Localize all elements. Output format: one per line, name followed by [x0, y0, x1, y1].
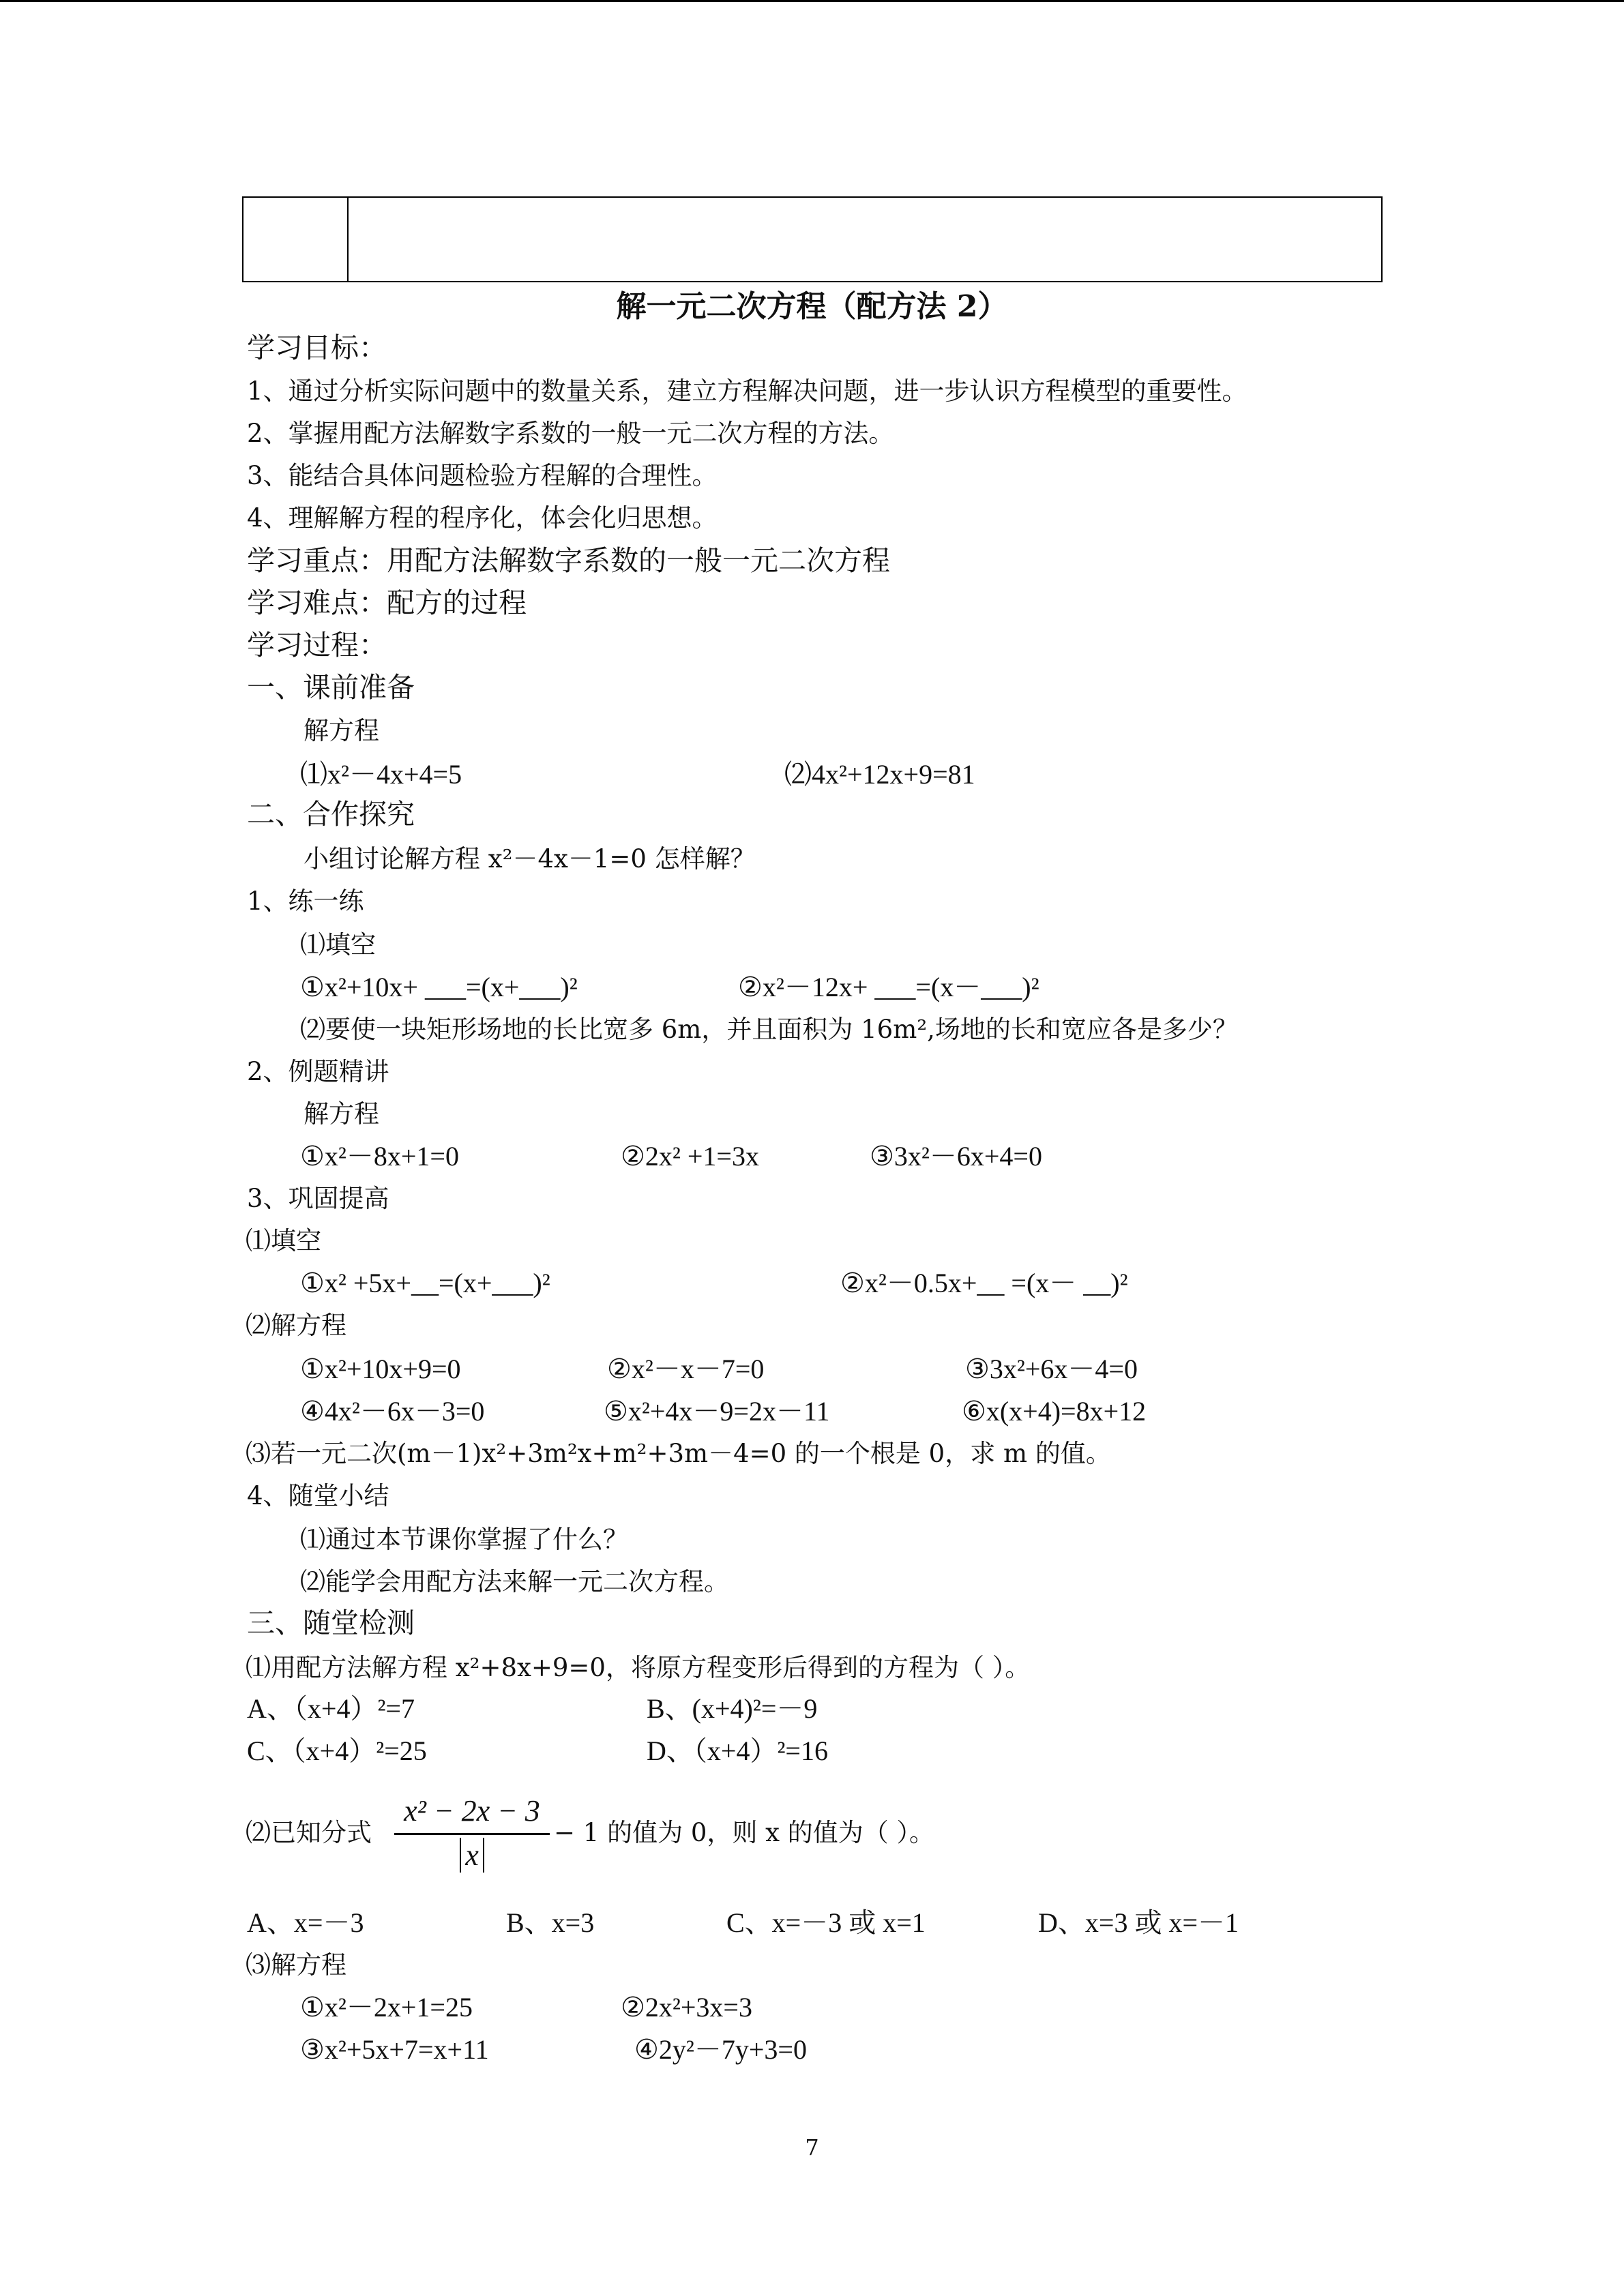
example-eq1: ①x²－8x+1=0: [300, 1141, 459, 1172]
consolidate-eq3: ③3x²+6x－4=0: [965, 1354, 1138, 1384]
consolidate-eq4: ④4x²－6x－3=0: [300, 1396, 485, 1427]
consolidate-fill-1: ①x² +5x+__=(x+___)²: [300, 1268, 550, 1298]
fraction-denominator: x: [460, 1838, 484, 1873]
section1-eq1: ⑴x²－4x+4=5: [300, 759, 462, 790]
summary-item-2: ⑵能学会用配方法来解一元二次方程。: [300, 1567, 729, 1596]
example-eq2: ②2x² +1=3x: [621, 1141, 759, 1172]
test-q1-option-b: B、(x+4)²=－9: [647, 1693, 818, 1724]
test-q1-option-d: D、（x+4）²=16: [647, 1735, 828, 1766]
test-q2-option-d: D、x=3 或 x=－1: [1038, 1907, 1239, 1938]
test-q1-option-a: A、（x+4）²=7: [247, 1693, 415, 1724]
section1-solve-label: 解方程: [304, 716, 379, 745]
objective-2: 2、掌握用配方法解数字系数的一般一元二次方程的方法。: [247, 419, 894, 448]
page-top-border: [0, 0, 1624, 2]
difficulty: 学习难点：配方的过程: [247, 586, 527, 619]
objectives-heading: 学习目标：: [247, 331, 387, 364]
fraction-bar: [394, 1833, 550, 1835]
test-q2-suffix: − 1 的值为 0，则 x 的值为（ ）。: [554, 1818, 935, 1847]
summary-heading: 4、随堂小结: [247, 1481, 389, 1510]
consolidate-eq2: ②x²－x－7=0: [607, 1354, 765, 1384]
rectangle-problem: ⑵要使一块矩形场地的长比宽多 6m，并且面积为 16m²,场地的长和宽应各是多少？: [300, 1015, 1238, 1044]
root-problem: ⑶若一元二次(m－1)x²+3m²x+m²+3m－4=0 的一个根是 0，求 m 的值。: [246, 1439, 1111, 1468]
test-q2-prefix: ⑵已知分式: [246, 1818, 372, 1847]
consolidate-solve-label: ⑵解方程: [246, 1311, 346, 1340]
objective-4: 4、理解解方程的程序化，体会化归思想。: [247, 503, 718, 533]
page-number: 7: [805, 2134, 819, 2160]
consolidate-eq1: ①x²+10x+9=0: [300, 1354, 461, 1384]
fill-label: ⑴填空: [300, 930, 376, 959]
consolidate-fill-2: ②x²－0.5x+__ =(x－ __)²: [840, 1268, 1128, 1298]
test-q3-eq2: ②2x²+3x=3: [621, 1992, 752, 2023]
example-eq3: ③3x²－6x+4=0: [870, 1141, 1042, 1172]
consolidate-eq6: ⑥x(x+4)=8x+12: [962, 1396, 1147, 1427]
test-q3-eq1: ①x²－2x+1=25: [300, 1992, 473, 2023]
test-q2-option-a: A、x=－3: [247, 1907, 364, 1938]
objective-1: 1、通过分析实际问题中的数量关系，建立方程解决问题，进一步认识方程模型的重要性。: [247, 376, 1247, 406]
fill-item-1: ①x²+10x+ ___=(x+___)²: [300, 972, 578, 1002]
fill-item-2: ②x²－12x+ ___=(x－___)²: [738, 972, 1039, 1002]
test-q2-option-b: B、x=3: [506, 1907, 595, 1938]
group-discussion: 小组讨论解方程 x²－4x－1=0 怎样解？: [304, 844, 756, 874]
test-q3-eq3: ③x²+5x+7=x+11: [300, 2034, 489, 2065]
section3-heading: 三、随堂检测: [247, 1607, 415, 1639]
header-table-divider: [347, 198, 349, 281]
practice-heading: 1、练一练: [247, 886, 364, 916]
objective-3: 3、能结合具体问题检验方程解的合理性。: [247, 461, 718, 490]
examples-heading: 2、例题精讲: [247, 1057, 389, 1086]
test-q3: ⑶解方程: [246, 1950, 346, 1980]
section2-heading: 二、合作探究: [247, 798, 415, 831]
test-q2-option-c: C、x=－3 或 x=1: [726, 1907, 926, 1938]
consolidate-fill-label: ⑴填空: [246, 1226, 321, 1255]
fraction-numerator: x² − 2x − 3: [404, 1794, 540, 1828]
consolidate-eq5: ⑤x²+4x－9=2x－11: [604, 1396, 830, 1427]
summary-item-1: ⑴通过本节课你掌握了什么？: [300, 1525, 628, 1554]
fraction-expression: [394, 1793, 550, 1879]
section1-eq2: ⑵4x²+12x+9=81: [784, 759, 975, 790]
test-q1-option-c: C、（x+4）²=25: [247, 1735, 427, 1766]
examples-solve-label: 解方程: [304, 1099, 379, 1129]
header-table: [242, 196, 1383, 282]
page-title: 解一元二次方程（配方法 2）: [616, 289, 1008, 324]
process-heading: 学习过程：: [247, 629, 387, 661]
test-q1: ⑴用配方法解方程 x²+8x+9=0，将原方程变形后得到的方程为（ ）。: [246, 1653, 1031, 1682]
test-q3-eq4: ④2y²－7y+3=0: [634, 2034, 807, 2065]
key-point: 学习重点：用配方法解数字系数的一般一元二次方程: [247, 544, 890, 577]
consolidate-heading: 3、巩固提高: [247, 1184, 389, 1213]
section1-heading: 一、课前准备: [247, 671, 415, 704]
